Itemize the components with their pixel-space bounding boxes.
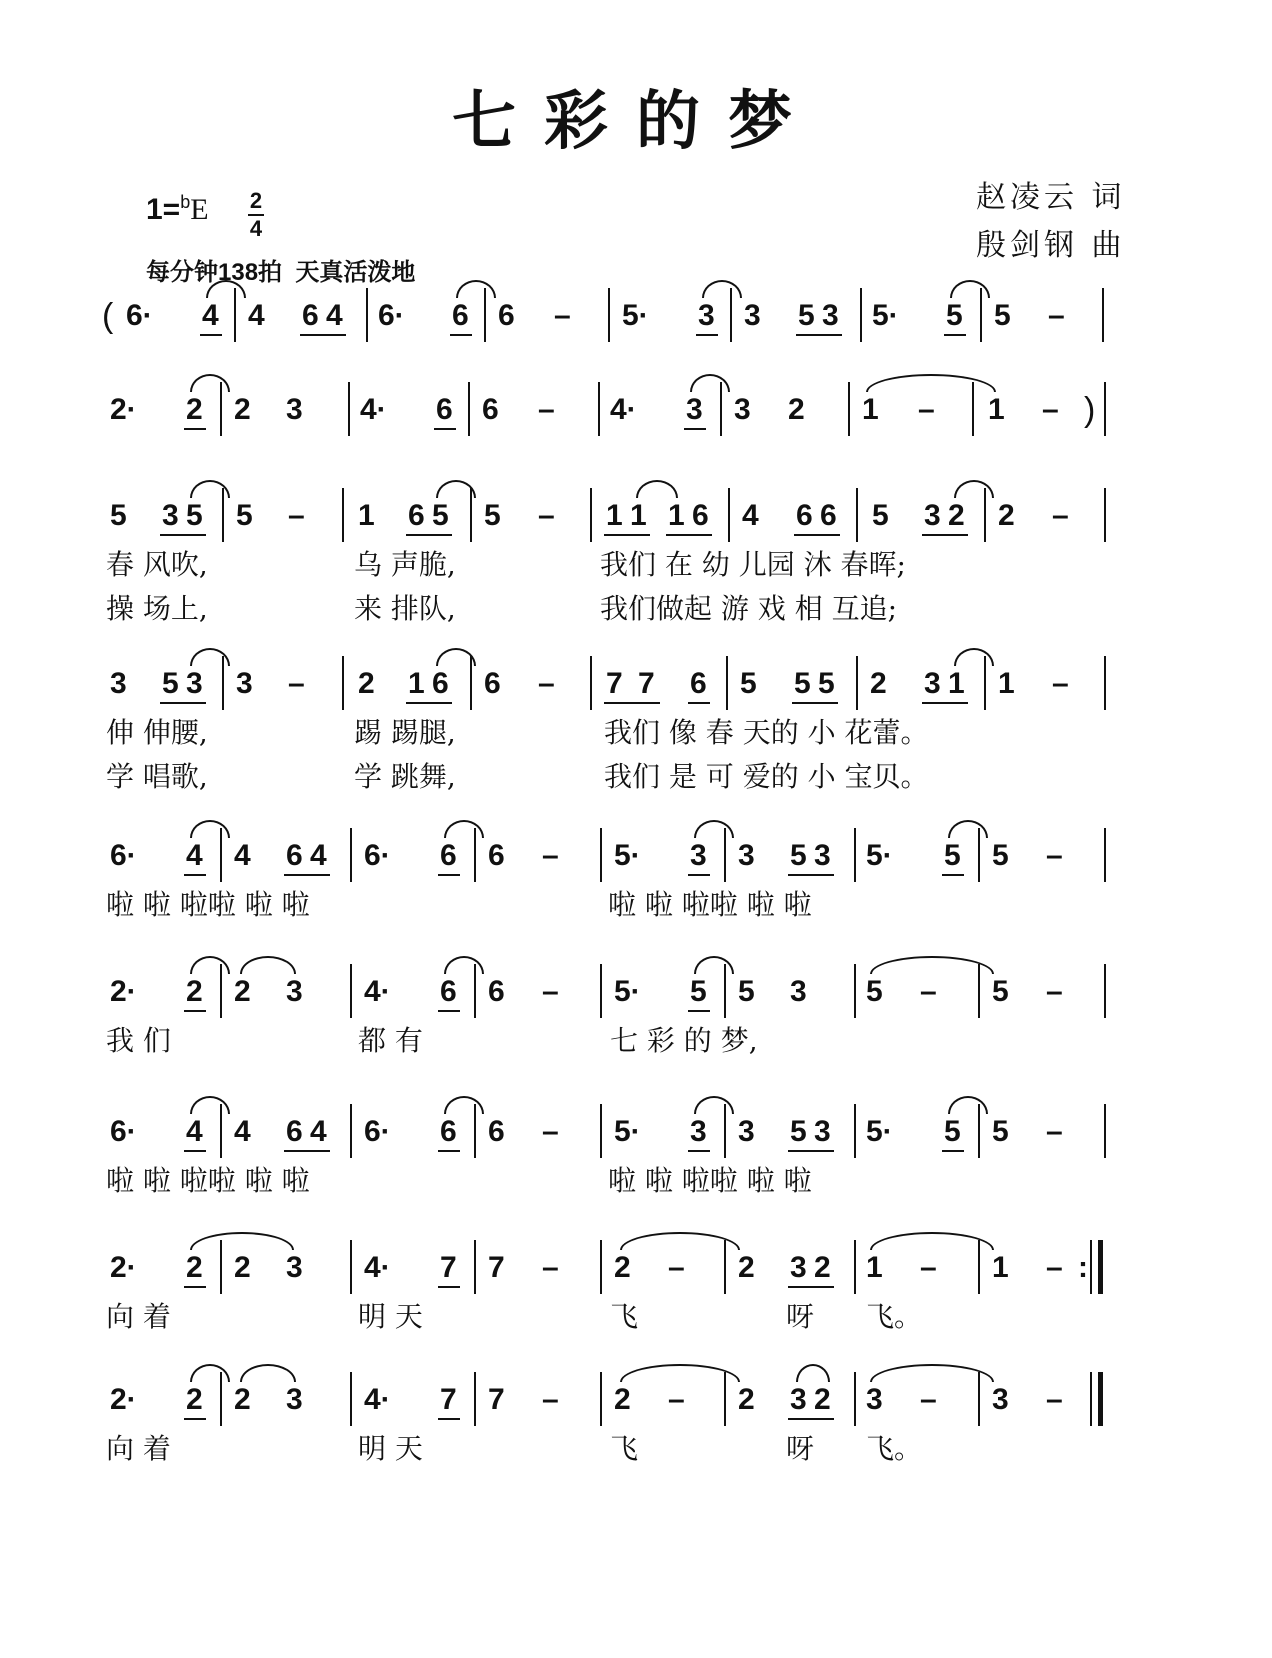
lyric: 我们 在 幼 儿园 沐 春晖; xyxy=(600,548,906,581)
note: 2 xyxy=(814,1383,831,1416)
note: – xyxy=(538,499,555,532)
note: – xyxy=(538,393,555,426)
note: 4· xyxy=(360,393,387,426)
score-row-1 xyxy=(0,296,1272,336)
tempo-marking: 每分钟138拍 天真活泼地 xyxy=(146,259,416,286)
lyric: 呀 xyxy=(786,1432,815,1465)
note: 5 xyxy=(872,499,889,532)
note: 3 xyxy=(992,1383,1009,1416)
note: 3 xyxy=(186,667,203,700)
score-row-5 xyxy=(0,836,1272,876)
note: 3 xyxy=(734,393,751,426)
note: 1 xyxy=(408,667,425,700)
note: 6 xyxy=(498,299,515,332)
note: 6· xyxy=(364,839,391,872)
note: 2· xyxy=(110,975,137,1008)
note: – xyxy=(920,1383,937,1416)
lyric: 操 场上, xyxy=(106,592,208,625)
lyric: 踢 踢腿, xyxy=(354,716,456,749)
score-row-8 xyxy=(0,1248,1272,1288)
note: – xyxy=(1046,1383,1063,1416)
note: 2 xyxy=(234,1251,251,1284)
score-row-3 xyxy=(0,496,1272,536)
note: 4 xyxy=(742,499,759,532)
note: 7 xyxy=(488,1383,505,1416)
note: – xyxy=(1046,975,1063,1008)
lyric: 学 跳舞, xyxy=(354,760,456,793)
note: 1 xyxy=(948,667,965,700)
note: 5 xyxy=(740,667,757,700)
note: 4 xyxy=(310,839,327,872)
note: – xyxy=(542,839,559,872)
note: 2 xyxy=(998,499,1015,532)
note: 3 xyxy=(790,1251,807,1284)
lyric: 飞。 xyxy=(866,1432,923,1465)
note: – xyxy=(538,667,555,700)
note: 6 xyxy=(440,839,457,872)
note: 3 xyxy=(286,975,303,1008)
note: 1 xyxy=(862,393,879,426)
note: 6 xyxy=(436,393,453,426)
note: 5 xyxy=(992,1115,1009,1148)
note: 5· xyxy=(614,839,641,872)
note: 3 xyxy=(744,299,761,332)
note: 2 xyxy=(738,1251,755,1284)
note: 7 xyxy=(638,667,655,700)
note: 6 xyxy=(692,499,709,532)
lyric: 我们做起 游 戏 相 互追; xyxy=(600,592,898,625)
note: 6 xyxy=(302,299,319,332)
note: 7 xyxy=(440,1251,457,1284)
lyric: 来 排队, xyxy=(354,592,456,625)
note: – xyxy=(920,975,937,1008)
note: – xyxy=(1042,393,1059,426)
note: 4 xyxy=(186,839,203,872)
lyric: 啦 啦 啦啦 啦 啦 xyxy=(106,888,310,921)
note: – xyxy=(288,667,305,700)
lyric: 呀 xyxy=(786,1300,815,1333)
note: 4 xyxy=(248,299,265,332)
lyric: 七 彩 的 梦, xyxy=(610,1024,758,1057)
note: 6 xyxy=(408,499,425,532)
lyric: 啦 啦 啦啦 啦 啦 xyxy=(608,1164,812,1197)
note: 3 xyxy=(690,839,707,872)
note: 5 xyxy=(236,499,253,532)
note: 6 xyxy=(488,975,505,1008)
note: 2· xyxy=(110,1383,137,1416)
time-signature: 2 4 xyxy=(249,188,263,241)
note: – xyxy=(542,1251,559,1284)
note: 2· xyxy=(110,393,137,426)
note: 2 xyxy=(186,1383,203,1416)
note: 1 xyxy=(998,667,1015,700)
score-row-6 xyxy=(0,972,1272,1012)
note: 6 xyxy=(820,499,837,532)
lyric: 飞 xyxy=(610,1300,639,1333)
note: 3 xyxy=(814,1115,831,1148)
score-row-4 xyxy=(0,664,1272,704)
note: 1 xyxy=(668,499,685,532)
note: 5 xyxy=(738,975,755,1008)
note: – xyxy=(1052,499,1069,532)
note: 3 xyxy=(162,499,179,532)
note: 3 xyxy=(738,839,755,872)
note: 4· xyxy=(364,1251,391,1284)
note: – xyxy=(554,299,571,332)
note: 5 xyxy=(946,299,963,332)
note: 1 xyxy=(606,499,623,532)
note: 6 xyxy=(286,839,303,872)
song-title: 七彩的梦 xyxy=(452,85,820,159)
note: – xyxy=(1046,1115,1063,1148)
lyric: 飞 xyxy=(610,1432,639,1465)
note: – xyxy=(1046,839,1063,872)
note: 3 xyxy=(236,667,253,700)
note: 4 xyxy=(202,299,219,332)
note: 6· xyxy=(364,1115,391,1148)
note: 3 xyxy=(690,1115,707,1148)
note: 5 xyxy=(992,975,1009,1008)
note: 5 xyxy=(794,667,811,700)
note: 6· xyxy=(126,299,153,332)
note: 5 xyxy=(690,975,707,1008)
note: 2 xyxy=(186,975,203,1008)
note: 6 xyxy=(440,1115,457,1148)
score-row-7 xyxy=(0,1112,1272,1152)
note: – xyxy=(1048,299,1065,332)
note: 5 xyxy=(798,299,815,332)
note: 3 xyxy=(286,1251,303,1284)
note: 2 xyxy=(234,393,251,426)
note: 2 xyxy=(814,1251,831,1284)
note: 2 xyxy=(614,1251,631,1284)
note: 2 xyxy=(788,393,805,426)
note: 1 xyxy=(630,499,647,532)
note: 2 xyxy=(870,667,887,700)
note: 3 xyxy=(924,499,941,532)
lyricist-credit: 赵凌云 词 xyxy=(976,180,1126,215)
score-row-2 xyxy=(0,390,1272,430)
note: 7 xyxy=(488,1251,505,1284)
note: 6 xyxy=(484,667,501,700)
lyric: 啦 啦 啦啦 啦 啦 xyxy=(608,888,812,921)
lyric: 向 着 xyxy=(106,1300,171,1333)
note: – xyxy=(542,1115,559,1148)
note: 5· xyxy=(872,299,899,332)
note: 3 xyxy=(866,1383,883,1416)
note: 4 xyxy=(234,839,251,872)
composer-credit: 殷剑钢 曲 xyxy=(976,228,1126,263)
key-signature: 1=$^b$E xyxy=(146,192,209,226)
note: 2 xyxy=(186,393,203,426)
note: 2 xyxy=(186,1251,203,1284)
note: 3 xyxy=(790,1383,807,1416)
note: 4· xyxy=(364,975,391,1008)
note: 3 xyxy=(286,1383,303,1416)
note: – xyxy=(668,1251,685,1284)
note: 6· xyxy=(110,839,137,872)
note: 2 xyxy=(234,1383,251,1416)
note: 6 xyxy=(488,839,505,872)
note: 2 xyxy=(234,975,251,1008)
note: 1 xyxy=(992,1251,1009,1284)
lyric: 学 唱歌, xyxy=(106,760,208,793)
note: 5· xyxy=(622,299,649,332)
note: 3 xyxy=(738,1115,755,1148)
note: 4 xyxy=(310,1115,327,1148)
note: 4· xyxy=(364,1383,391,1416)
note: – xyxy=(542,1383,559,1416)
note: – xyxy=(1046,1251,1063,1284)
note: 5 xyxy=(994,299,1011,332)
note: 4 xyxy=(234,1115,251,1148)
note: 6 xyxy=(488,1115,505,1148)
note: 3 xyxy=(286,393,303,426)
score-row-9 xyxy=(0,1380,1272,1420)
note: 6 xyxy=(286,1115,303,1148)
note: 4· xyxy=(610,393,637,426)
note: 5 xyxy=(866,975,883,1008)
lyric: 飞。 xyxy=(866,1300,923,1333)
lyric: 我们 是 可 爱的 小 宝贝。 xyxy=(604,760,929,793)
note: 6 xyxy=(482,393,499,426)
note: 4 xyxy=(186,1115,203,1148)
note: 7 xyxy=(606,667,623,700)
note: 6 xyxy=(432,667,449,700)
lyric: 我们 像 春 天的 小 花蕾。 xyxy=(604,716,929,749)
note: 5 xyxy=(790,1115,807,1148)
note: – xyxy=(542,975,559,1008)
note: 6· xyxy=(110,1115,137,1148)
note: 1 xyxy=(358,499,375,532)
repeat-dots: : xyxy=(1078,1251,1088,1284)
note: 2 xyxy=(948,499,965,532)
lyric: 伸 伸腰, xyxy=(106,716,208,749)
lyric: 向 着 xyxy=(106,1432,171,1465)
note: 5 xyxy=(944,839,961,872)
note: 7 xyxy=(440,1383,457,1416)
note: 4 xyxy=(326,299,343,332)
note: 6 xyxy=(440,975,457,1008)
note: 6 xyxy=(796,499,813,532)
note: 2 xyxy=(358,667,375,700)
note: 5 xyxy=(162,667,179,700)
note: 3 xyxy=(698,299,715,332)
lyric: 明 天 xyxy=(358,1300,423,1333)
note: 3 xyxy=(814,839,831,872)
lyric: 啦 啦 啦啦 啦 啦 xyxy=(106,1164,310,1197)
note: 3 xyxy=(110,667,127,700)
note: 1 xyxy=(866,1251,883,1284)
note: 3 xyxy=(924,667,941,700)
paren-open: ( xyxy=(102,297,114,335)
note: 5· xyxy=(866,1115,893,1148)
note: – xyxy=(918,393,935,426)
note: 6 xyxy=(452,299,469,332)
note: 3 xyxy=(822,299,839,332)
note: 5· xyxy=(866,839,893,872)
note: 6· xyxy=(378,299,405,332)
note: 5 xyxy=(992,839,1009,872)
note: 5 xyxy=(484,499,501,532)
lyric: 春 风吹, xyxy=(106,548,208,581)
note: – xyxy=(1052,667,1069,700)
note: – xyxy=(920,1251,937,1284)
note: – xyxy=(668,1383,685,1416)
note: 5· xyxy=(614,975,641,1008)
note: 1 xyxy=(988,393,1005,426)
note: 3 xyxy=(790,975,807,1008)
note: – xyxy=(288,499,305,532)
note: 5 xyxy=(186,499,203,532)
note: 5 xyxy=(790,839,807,872)
lyric: 乌 声脆, xyxy=(354,548,456,581)
note: 3 xyxy=(686,393,703,426)
note: 2· xyxy=(110,1251,137,1284)
note: 5· xyxy=(614,1115,641,1148)
note: 5 xyxy=(432,499,449,532)
lyric: 我 们 xyxy=(106,1024,171,1057)
note: 5 xyxy=(944,1115,961,1148)
note: 6 xyxy=(690,667,707,700)
note: 2 xyxy=(614,1383,631,1416)
lyric: 明 天 xyxy=(358,1432,423,1465)
note: 5 xyxy=(110,499,127,532)
lyric: 都 有 xyxy=(358,1024,423,1057)
note: 5 xyxy=(818,667,835,700)
paren-close: ) xyxy=(1084,391,1096,429)
note: 2 xyxy=(738,1383,755,1416)
